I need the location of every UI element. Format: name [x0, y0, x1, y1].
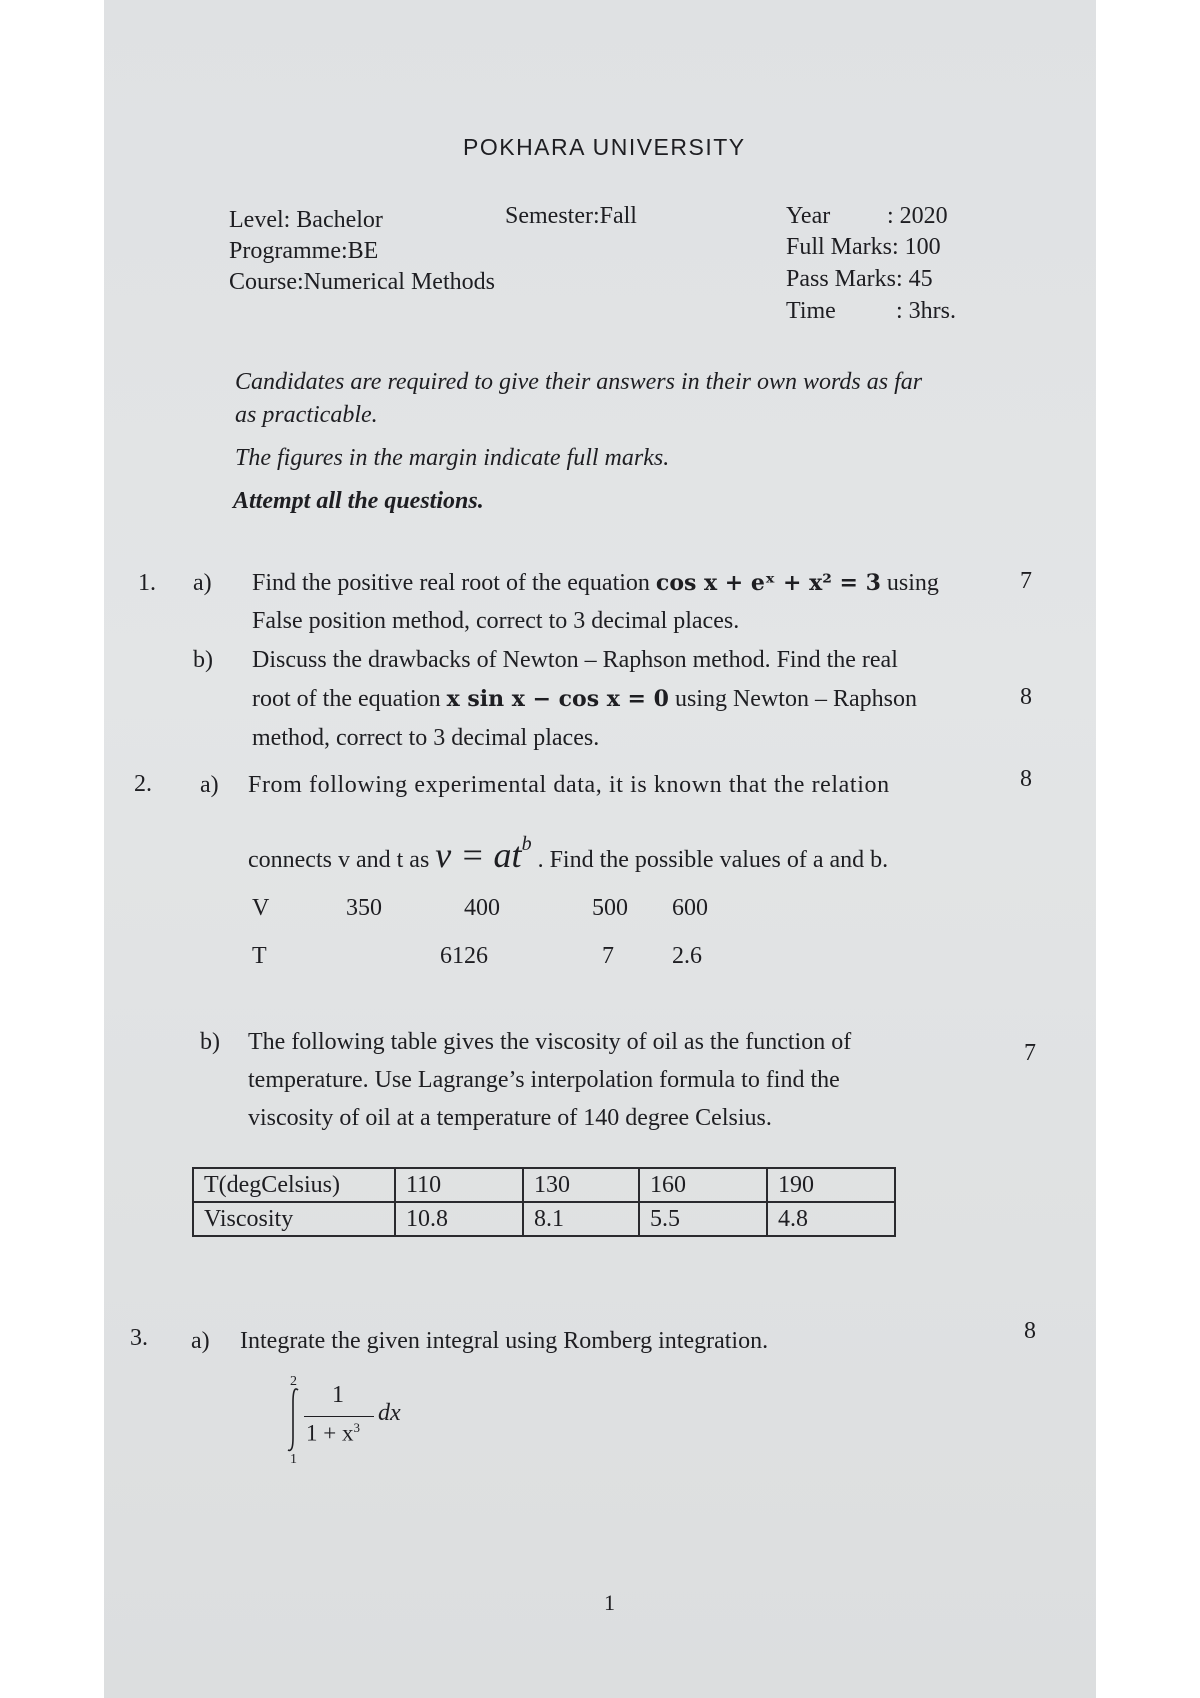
table-cell: V	[252, 894, 270, 921]
instruction-line-4: Attempt all the questions.	[233, 488, 484, 514]
q1b-line-3: method, correct to 3 decimal places.	[252, 725, 600, 751]
instruction-line-3: The figures in the margin indicate full marks.	[235, 445, 670, 471]
time-label: Time	[786, 298, 836, 324]
table-cell: 7	[602, 942, 614, 969]
q2a-marks: 8	[1020, 766, 1032, 792]
table-cell: T(degCelsius)	[193, 1168, 395, 1202]
integral-lower-limit: 1	[290, 1452, 297, 1467]
table-cell: 26	[464, 942, 488, 969]
programme: Programme:BE	[229, 238, 379, 264]
instruction-line-1: Candidates are required to give their answers in their own words as far	[235, 369, 923, 395]
year-value: : 2020	[887, 203, 948, 229]
q1a-text: Find the positive real root of the equation	[252, 570, 650, 596]
q2b-label: b)	[200, 1029, 220, 1055]
table-row	[193, 1202, 895, 1236]
denominator-base: 1 + x	[306, 1420, 354, 1446]
q2a-exponent: b	[521, 833, 532, 855]
q1b-label: b)	[193, 647, 213, 673]
q1-number: 1.	[138, 570, 156, 596]
table-cell: 110	[395, 1168, 523, 1202]
q2a-text-2: . Find the possible values of a and b.	[537, 847, 889, 873]
table-cell: T	[252, 942, 267, 969]
integral-upper-limit: 2	[290, 1374, 297, 1389]
q2b-viscosity-table	[192, 1167, 896, 1237]
fraction-bar	[304, 1416, 374, 1417]
integral-dx: dx	[378, 1400, 401, 1426]
level: Level: Bachelor	[229, 207, 383, 233]
q2b-marks: 7	[1024, 1040, 1036, 1066]
university-title: POKHARA UNIVERSITY	[463, 134, 746, 160]
q2a-equation: v = at	[435, 835, 522, 875]
q1b-text-2: using Newton – Raphson	[674, 686, 917, 712]
q1a-line-2: False position method, correct to 3 decimal places.	[252, 608, 740, 634]
q1b-text: root of the equation	[252, 686, 441, 712]
table-cell: 400	[464, 894, 500, 921]
q2a-text: connects v and t as	[248, 847, 430, 873]
denominator-exponent: 3	[353, 1420, 360, 1435]
table-row	[193, 1168, 895, 1202]
table-cell: 61	[440, 942, 464, 969]
q3a-text: Integrate the given integral using Romberg integration.	[240, 1328, 769, 1354]
q1a-marks: 7	[1020, 568, 1032, 594]
integral-numerator: 1	[332, 1382, 344, 1408]
table-cell: 8.1	[523, 1202, 639, 1236]
q2-number: 2.	[134, 771, 152, 797]
course: Course:Numerical Methods	[229, 269, 495, 295]
integral-sign-icon	[284, 1386, 302, 1454]
q1a-equation: cos x + eˣ + x² = 3	[655, 570, 881, 596]
table-cell: 190	[767, 1168, 895, 1202]
q1a-text-2: using	[886, 570, 939, 596]
q3a-label: a)	[191, 1328, 210, 1354]
table-row	[252, 932, 752, 980]
q1b-line-2	[252, 680, 917, 718]
table-cell: Viscosity	[193, 1202, 395, 1236]
page-number: 1	[604, 1590, 615, 1615]
table-cell: 130	[523, 1168, 639, 1202]
year-label: Year	[786, 203, 831, 229]
q2b-line-3: viscosity of oil at a temperature of 140 degree Celsius.	[248, 1105, 772, 1131]
q1a-label: a)	[193, 570, 212, 596]
pass-marks: Pass Marks: 45	[786, 266, 933, 292]
table-cell: 160	[639, 1168, 767, 1202]
q2a-line-2	[248, 833, 888, 879]
table-row	[252, 884, 752, 932]
table-cell: 5.5	[639, 1202, 767, 1236]
table-cell: 4.8	[767, 1202, 895, 1236]
q1b-marks: 8	[1020, 684, 1032, 710]
q3-number: 3.	[130, 1325, 148, 1351]
q2a-label: a)	[200, 772, 219, 798]
q2b-line-2: temperature. Use Lagrange’s interpolation formula to find the	[248, 1067, 840, 1093]
table-cell: 600	[672, 894, 708, 921]
q2b-line-1: The following table gives the viscosity of oil as the function of	[248, 1029, 852, 1055]
q1b-line-1: Discuss the drawbacks of Newton – Raphson method. Find the real	[252, 647, 898, 673]
q2a-data-table	[252, 884, 752, 980]
q1a-line-1	[252, 564, 939, 602]
time-value: : 3hrs.	[896, 298, 956, 324]
table-cell: 10.8	[395, 1202, 523, 1236]
q3a-marks: 8	[1024, 1318, 1036, 1344]
instruction-line-2: as practicable.	[235, 402, 378, 428]
q1b-equation: x sin x − cos x = 0	[446, 686, 669, 712]
table-cell: 500	[592, 894, 628, 921]
table-cell: 350	[346, 894, 382, 921]
q2a-line-1: From following experimental data, it is known that the relation	[248, 772, 890, 798]
semester: Semester:Fall	[505, 203, 637, 229]
q3-integral	[284, 1374, 444, 1466]
table-cell: 2.6	[672, 942, 702, 969]
full-marks: Full Marks: 100	[786, 234, 941, 260]
integral-denominator	[306, 1420, 360, 1447]
